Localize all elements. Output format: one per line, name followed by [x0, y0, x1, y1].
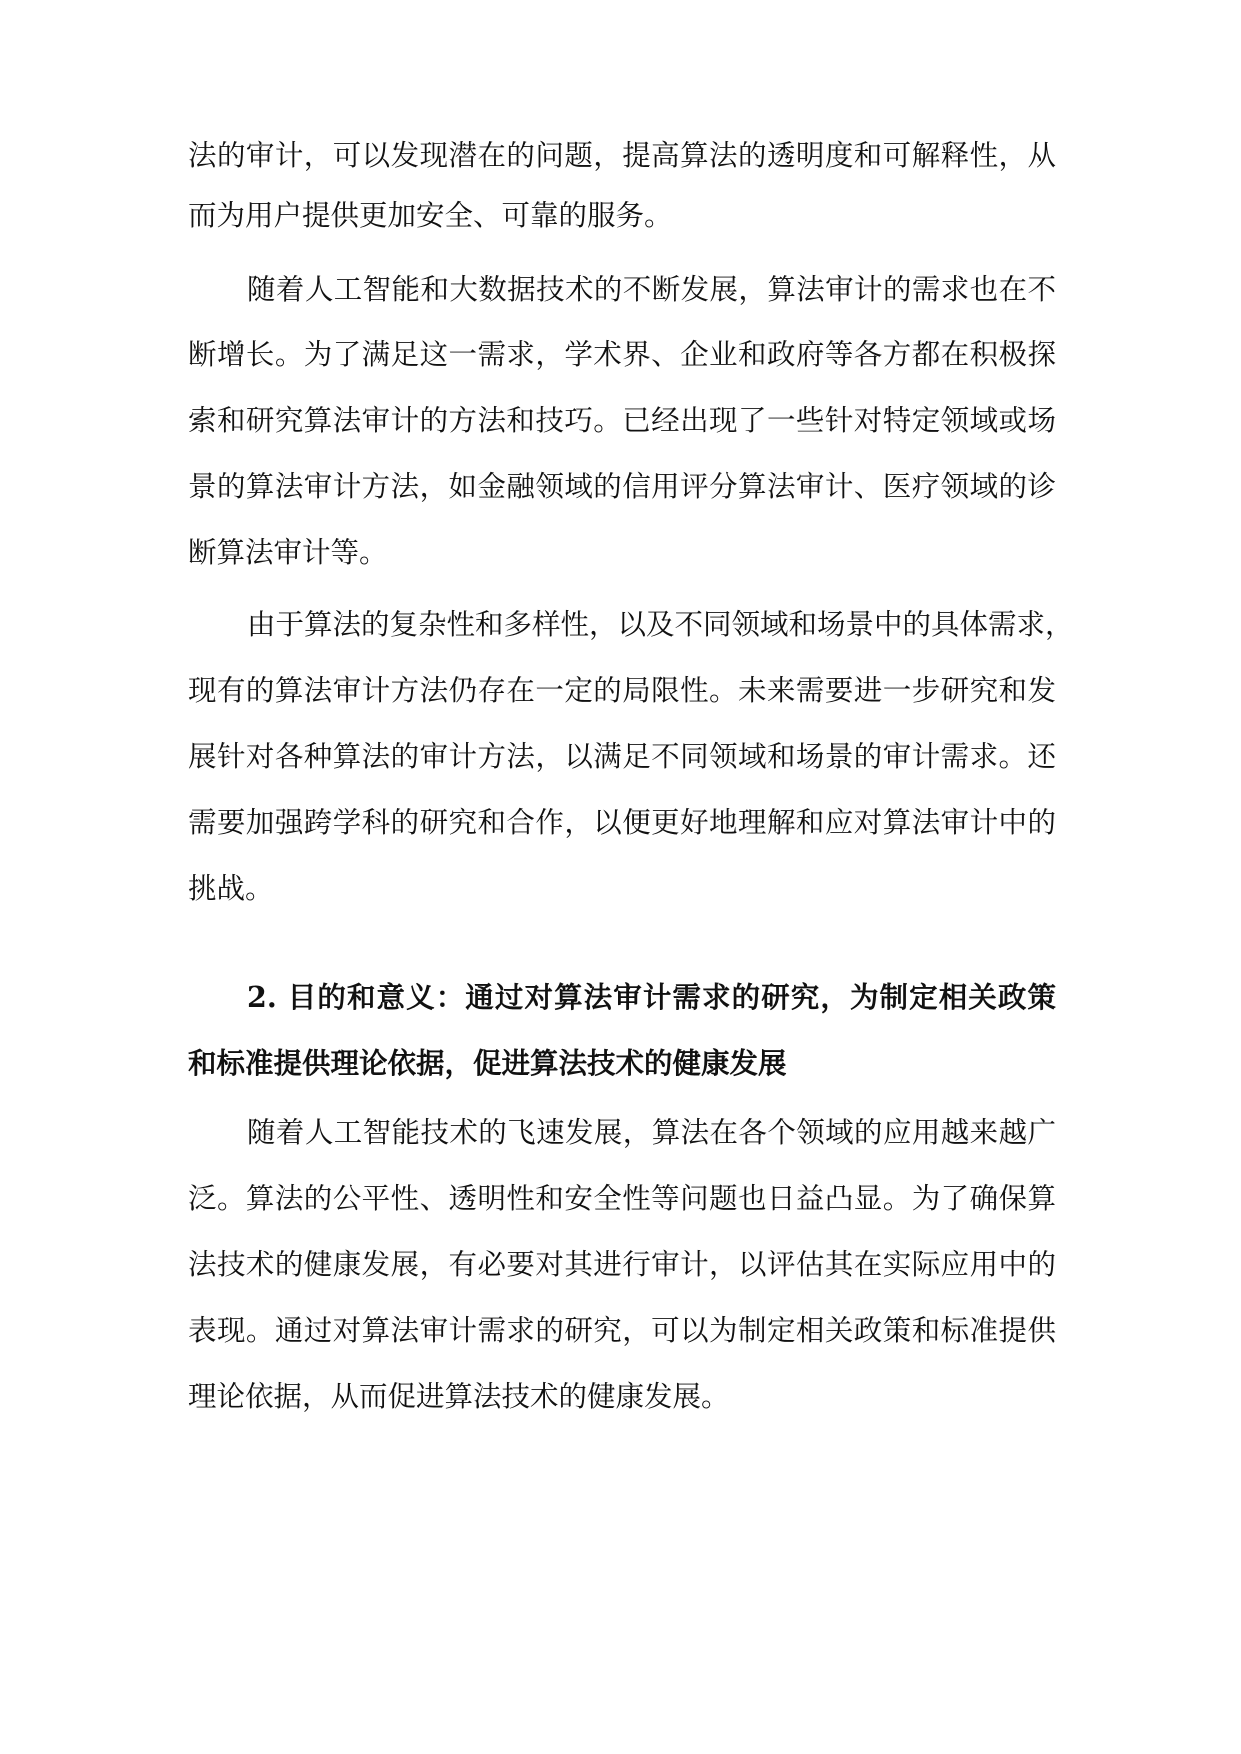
paragraph-3-line-3: 展针对各种算法的审计方法，以满足不同领域和场景的审计需求。还 — [188, 740, 1056, 773]
paragraph-3-line-1: 由于算法的复杂性和多样性，以及不同领域和场景中的具体需求， — [247, 608, 1074, 641]
paragraph-3-line-5: 挑战。 — [188, 872, 274, 905]
section-heading-line-1: 2. 目的和意义：通过对算法审计需求的研究，为制定相关政策 — [247, 980, 1056, 1014]
paragraph-1-line-1: 法的审计，可以发现潜在的问题，提高算法的透明度和可解释性，从 — [188, 139, 1056, 172]
paragraph-2-line-4: 景的算法审计方法，如金融领域的信用评分算法审计、医疗领域的诊 — [188, 470, 1056, 503]
paragraph-4-line-3: 法技术的健康发展，有必要对其进行审计，以评估其在实际应用中的 — [188, 1248, 1056, 1281]
paragraph-2-line-3: 索和研究算法审计的方法和技巧。已经出现了一些针对特定领域或场 — [188, 404, 1056, 437]
paragraph-2-line-2: 断增长。为了满足这一需求，学术界、企业和政府等各方都在积极探 — [188, 338, 1056, 371]
paragraph-2-line-1: 随着人工智能和大数据技术的不断发展，算法审计的需求也在不 — [247, 273, 1056, 306]
paragraph-1-line-2: 而为用户提供更加安全、可靠的服务。 — [188, 199, 673, 232]
paragraph-2-line-5: 断算法审计等。 — [188, 536, 388, 569]
paragraph-3-line-4: 需要加强跨学科的研究和合作，以便更好地理解和应对算法审计中的 — [188, 806, 1056, 839]
section-heading-line-2: 和标准提供理论依据，促进算法技术的健康发展 — [188, 1046, 787, 1080]
paragraph-3-line-2: 现有的算法审计方法仍存在一定的局限性。未来需要进一步研究和发 — [188, 674, 1056, 707]
paragraph-4-line-1: 随着人工智能技术的飞速发展，算法在各个领域的应用越来越广 — [247, 1116, 1056, 1149]
paragraph-4-line-4: 表现。通过对算法审计需求的研究，可以为制定相关政策和标准提供 — [188, 1314, 1056, 1347]
paragraph-4-line-5: 理论依据，从而促进算法技术的健康发展。 — [188, 1380, 730, 1413]
paragraph-4-line-2: 泛。算法的公平性、透明性和安全性等问题也日益凸显。为了确保算 — [188, 1182, 1056, 1215]
